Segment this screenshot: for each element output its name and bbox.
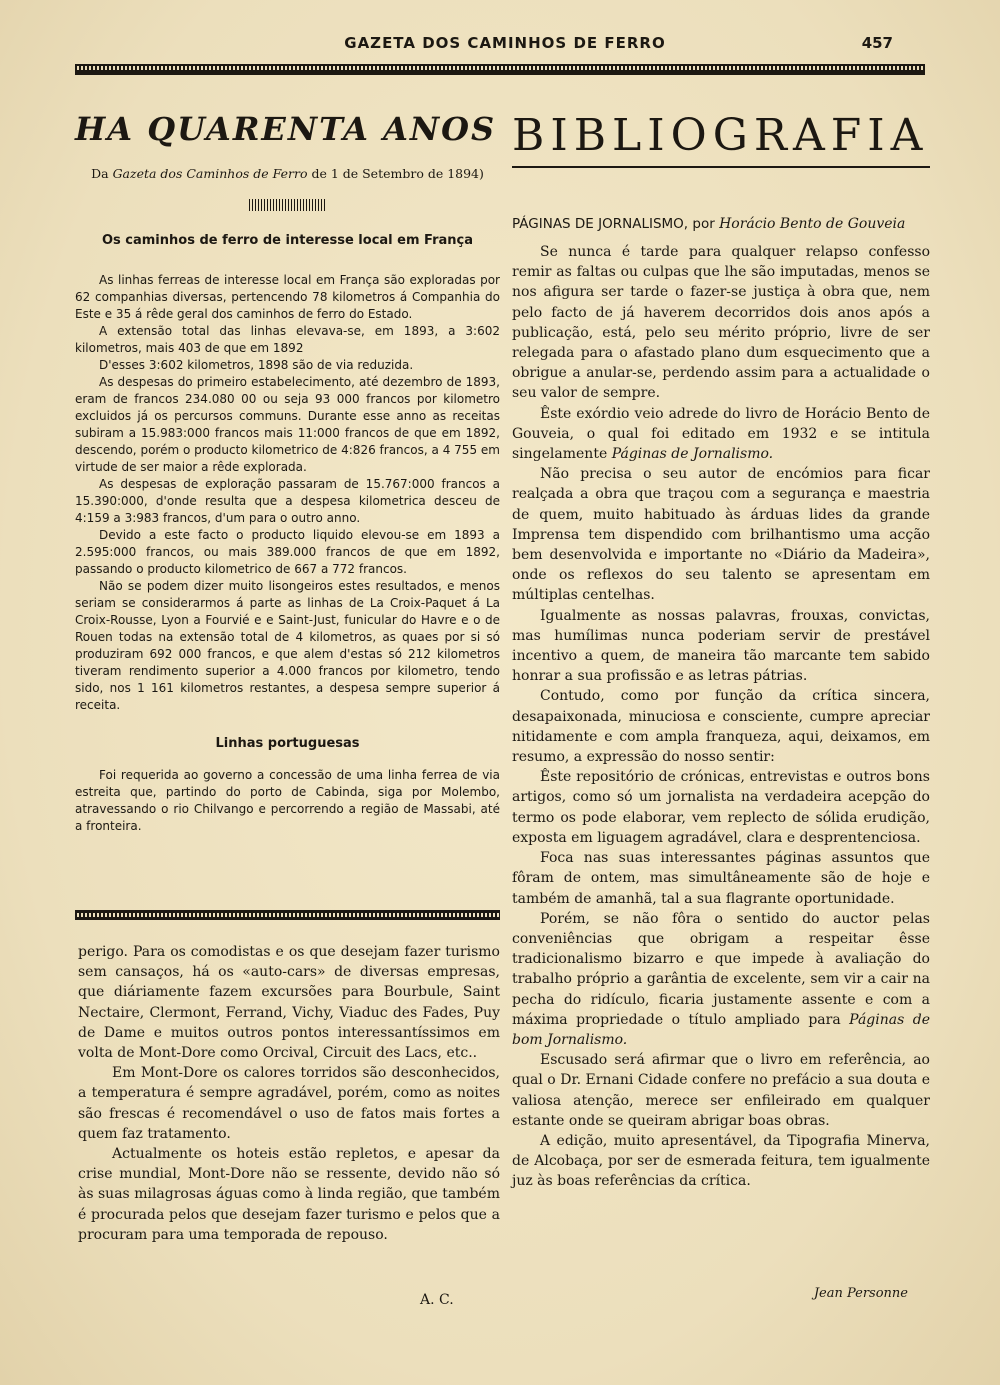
paragraph: As despesas do primeiro estabelecimento, até dezembro de 1893, eram de francos 234.080 00 ou seja 93 000 francos por kilometro excluidos já os percursos communs. Durante esse anno as receitas subiram a 15.983:000 francos mais 11:000 francos de que em 1892, descendo, porém o producto kilometrico de 4:826 francos, a 4 755 em virtude de ser maior a rêde explorada.: [75, 375, 500, 474]
right-column: [512, 108, 930, 1192]
book-title: PÁGINAS DE JORNALISMO, por: [512, 216, 720, 232]
page-number: 457: [861, 34, 893, 52]
article-body: [75, 272, 500, 714]
ornament-divider: [249, 199, 327, 211]
section-title-ha-quarenta-anos: HA QUARENTA ANOS: [75, 110, 497, 148]
paragraph: Devido a este facto o producto liquido elevou-se em 1893 a 2.595:000 francos, ou mais 389.000 francos de que em 1892, passando o producto kilometrico de 667 a 772 francos.: [75, 528, 500, 576]
paragraph: D'esses 3:602 kilometros, 1898 são de via reduzida.: [99, 358, 414, 372]
italic-title: Páginas de bom Jornalismo.: [512, 1011, 930, 1048]
left-column-top: [75, 110, 500, 835]
paragraph: Actualmente os hoteis estão repletos, e apesar da crise mundial, Mont-Dore não se ressente, devido não só às suas milagrosas águas como à linda região, que também é procurada pelos que desejam fazer turismo e pelos que a procuram para uma temporada de repouso.: [78, 1146, 500, 1243]
source-suffix: de 1 de Setembro de 1894): [307, 166, 484, 181]
paragraph-text: Porém, se não fôra o sentido do auctor pelas conveniências que obrigam a respeitar êsse tradicionalismo bizarro e que impede à avaliação do trabalho próprio a garântia de excelente, sem vir a cair na pecha do ridículo, ficaria justamente assente e com a máxima propriedade o título ampliado para: [512, 910, 930, 1028]
paragraph: A edição, muito apresentável, da Tipografia Minerva, de Alcobaça, por ser de esmerada feitura, tem igualmente juz às boas referências da crítica.: [512, 1132, 930, 1190]
sub-heading-linhas-portuguesas: Linhas portuguesas: [215, 736, 360, 751]
paragraph: Foi requerida ao governo a concessão de uma linha ferrea de via estreita que, partindo do porto de Cabinda, siga por Molembo, atravessando o rio Chilvango e percorrendo a região de Massabi, até a fronteira.: [75, 768, 500, 833]
paragraph: Não precisa o seu autor de encómios para ficar realçada a obra que traçou com a segurança e maestria de quem, muito habituado às árduas lides da grande Imprensa tem dispendido com brilhantismo uma acção bem desenvolvida e importante no «Diário da Madeira», onde os reflexos do seu talento se apresentam em múltiplas centelhas.: [512, 466, 930, 604]
signature-right: Jean Personne: [813, 1286, 908, 1301]
source-prefix: Da: [91, 166, 113, 181]
sub-article-body: [75, 767, 500, 835]
paragraph: As linhas ferreas de interesse local em França são exploradas por 62 companhias diversas, pertencendo 78 kilometros á Companhia do Este e 35 á rêde geral dos caminhos de ferro do Estado.: [75, 273, 500, 321]
paragraph: Em Mont-Dore os calores torridos são desconhecidos, a temperatura é sempre agradável, porém, como as noites são frescas é recomendável o uso de fatos mais fortes a quem faz tratamento.: [78, 1065, 500, 1142]
paragraph: A extensão total das linhas elevava-se, em 1893, a 3:602 kilometros, mais 403 de que em 1892: [75, 324, 500, 355]
paragraph: [512, 909, 930, 1050]
column-rule: [75, 910, 500, 920]
running-title: GAZETA DOS CAMINHOS DE FERRO: [344, 34, 666, 52]
paragraph: As despesas de exploração passaram de 15.767:000 francos a 15.390:000, d'onde resulta que a despesa kilometrica desceu de 4:159 a 3:983 francos, d'um para o outro anno.: [75, 477, 500, 525]
paragraph: Foca nas suas interessantes páginas assuntos que fôram de ontem, mas simultâneamente são de hoje e também de amanhã, tal a sua flagrante oportunidade.: [512, 850, 930, 907]
article-heading: Os caminhos de ferro de interesse local em França: [101, 233, 474, 248]
paragraph: perigo. Para os comodistas e os que desejam fazer turismo sem cansaços, há os «auto-cars» de diversas empresas, que diáriamente fazem excursões para Bourbule, Saint Nectaire, Clermont, Ferrand, Vichy, Viaduc des Fades, Puy de Dame e muitos outros pontos interessantíssimos em volta de Mont-Dore como Orcival, Circuit des Lacs, etc..: [78, 944, 500, 1062]
source-journal: Gazeta dos Caminhos de Ferro: [112, 166, 308, 181]
header-rule: [75, 64, 925, 75]
paragraph: Se nunca é tarde para qualquer relapso confesso remir as faltas ou culpas que lhe são imputadas, menos se nos afigura ser tarde o fazer-se justiça à obra que, nem pelo facto de já haverem decorridos dois anos após a publicação, está, pelo seu mérito próprio, livre de ser relegada para o afastado plano dum esquecimento que a obrigue a anular-se, perdendo assim para a actualidade o seu valor de sempre.: [512, 244, 930, 402]
source-line: [75, 166, 500, 181]
paragraph-text: Êste exórdio veio adrede do livro de Horácio Bento de Gouveia, o qual foi editado em 1932 e se intitula singelamente: [512, 405, 930, 463]
paragraph: Escusado será afirmar que o livro em referência, ao qual o Dr. Ernani Cidade confere no prefácio a sua douta e valiosa atenção, merece ser enfileirado em qualquer estante onde se queiram abrigar boas obras.: [512, 1052, 930, 1129]
running-head: [75, 32, 935, 56]
signature-left: A. C.: [420, 1292, 454, 1308]
review-body: [512, 242, 930, 1192]
book-heading: [512, 214, 930, 234]
section-title-bibliografia: BIBLIOGRAFIA: [512, 108, 930, 168]
paragraph: Contudo, como por função da crítica sincera, desapaixonada, minuciosa e consciente, cumpre apreciar nitidamente e com ampla franqueza, aqui, deixamos, em resumo, a expressão do nosso sentir:: [512, 688, 930, 766]
italic-title: Páginas de Jornalismo.: [611, 446, 774, 463]
paragraph: [512, 404, 930, 465]
left-column-continued: [78, 942, 500, 1245]
paragraph: Igualmente as nossas palavras, frouxas, convictas, mas humílimas nunca poderiam servir de prestável incentivo a quem, de maneira tão marcante tem sabido honrar a sua profissão e as letras pátrias.: [512, 607, 930, 685]
paragraph: Não se podem dizer muito lisongeiros estes resultados, e menos seriam se considerarmos á parte as linhas de La Croix-Paquet á La Croix-Rousse, Lyon a Fourvié e e Saint-Just, funicular do Havre e o de Rouen todas na extensão total de 4 kilometros, as quaes por si só produziram 692 000 francos, e que alem d'estas só 212 kilometros tiveram rendimento superior a 4.000 francos por kilometro, tendo sido, nos 1 161 kilometros restantes, a despesa sempre superior á receita.: [75, 579, 500, 712]
book-author: Horácio Bento de Gouveia: [719, 216, 906, 232]
paragraph: Êste repositório de crónicas, entrevistas e outros bons artigos, como só um jornalista na verdadeira acepção do termo os pode elaborar, vem replecto de sólida erudição, exposta em liguagem agradável, clara e desprentenciosa.: [512, 769, 930, 846]
